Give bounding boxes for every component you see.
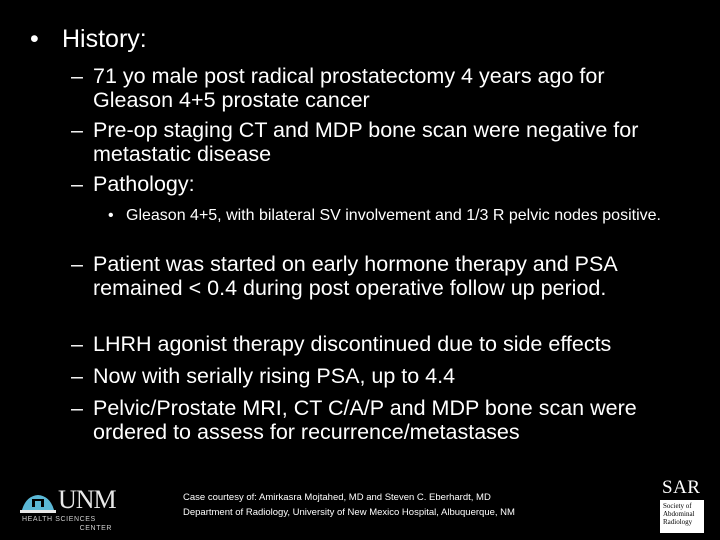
case-credit — [183, 490, 515, 520]
dash-glyph: – — [71, 64, 83, 88]
credit-line-1: Case courtesy of: Amirkasra Mojtahed, MD and Steven C. Eberhardt, MD — [183, 492, 491, 503]
unm-logo — [20, 486, 120, 536]
item-text: Patient was started on early hormone therapy and PSA remained < 0.4 during post operative follow up period. — [93, 252, 617, 300]
credit-line-2: Department of Radiology, University of New Mexico Hospital, Albuquerque, NM — [183, 507, 515, 518]
item-text: Now with serially rising PSA, up to 4.4 — [93, 364, 456, 388]
unm-subtitle-line2: CENTER — [79, 525, 112, 532]
item-rising-psa — [71, 364, 686, 388]
dash-glyph: – — [71, 332, 83, 356]
unm-emblem-icon — [20, 490, 56, 516]
sar-line-1: Society of — [663, 502, 692, 510]
item-hormone-therapy — [71, 252, 686, 300]
dash-glyph: – — [71, 118, 83, 142]
item-history-1 — [71, 64, 686, 112]
unm-subtitle — [22, 515, 112, 533]
item-preop-staging — [71, 118, 686, 166]
unm-subtitle-line1: HEALTH SCIENCES — [22, 516, 96, 523]
subitem-text: Gleason 4+5, with bilateral SV involvement and 1/3 R pelvic nodes positive. — [126, 207, 661, 224]
subitem-gleason — [108, 206, 668, 225]
unm-wordmark: UNM — [58, 485, 116, 514]
item-text: LHRH agonist therapy discontinued due to side effects — [93, 332, 612, 356]
item-text: 71 yo male post radical prostatectomy 4 years ago for Gleason 4+5 prostate cancer — [93, 64, 605, 112]
sar-wordmark: SAR — [662, 477, 701, 498]
sar-line-3: Radiology — [663, 518, 693, 526]
heading-text: History: — [62, 25, 147, 53]
dash-glyph: – — [71, 252, 83, 276]
item-text: Pre-op staging CT and MDP bone scan were negative for metastatic disease — [93, 118, 639, 166]
item-text: Pelvic/Prostate MRI, CT C/A/P and MDP bone scan were ordered to assess for recurrence/metastases — [93, 396, 637, 444]
sar-name-box — [660, 500, 704, 533]
bullet-glyph: • — [30, 25, 39, 53]
sar-line-2: Abdominal — [663, 510, 695, 518]
item-lhrh — [71, 332, 686, 356]
item-pathology — [71, 172, 686, 196]
item-imaging-ordered — [71, 396, 686, 444]
sar-logo — [656, 478, 706, 534]
dash-glyph: – — [71, 396, 83, 420]
bullet-glyph: • — [108, 207, 114, 224]
item-text: Pathology: — [93, 172, 195, 196]
dash-glyph: – — [71, 172, 83, 196]
dash-glyph: – — [71, 364, 83, 388]
